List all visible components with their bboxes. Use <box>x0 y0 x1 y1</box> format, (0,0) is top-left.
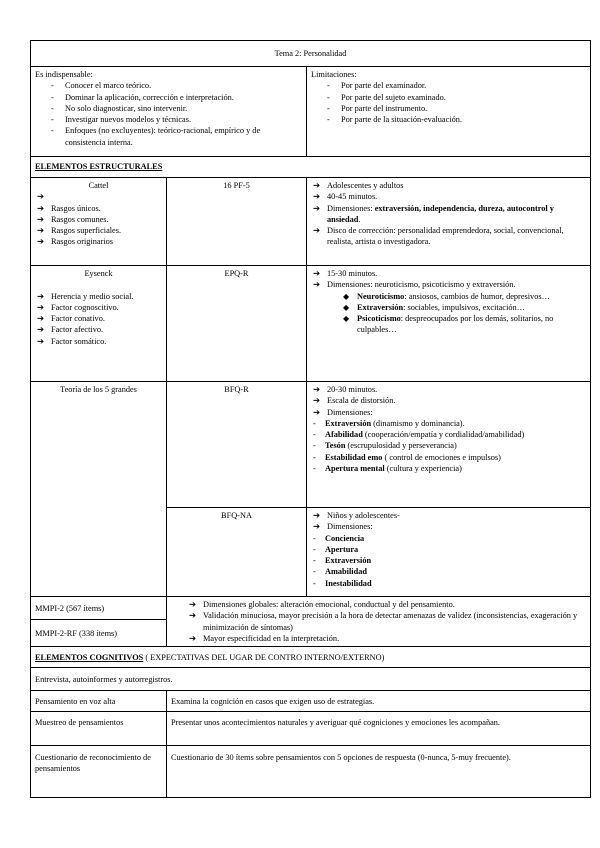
list-item: ➔ Factor afectivo. <box>37 325 104 335</box>
mmpi-details <box>187 599 586 644</box>
eysenck-name: Eysenck <box>84 269 113 278</box>
limitations-title: Limitaciones: <box>311 70 357 79</box>
mmpi2-cell <box>31 597 167 620</box>
limitations-list <box>311 80 586 125</box>
list-item: ➔ Factor somático. <box>37 336 107 346</box>
list-item: ➔ 20-30 minutos. <box>313 385 378 394</box>
requirements-list <box>35 80 302 148</box>
test-name: BFQ-R <box>224 385 249 394</box>
list-item: ➔ Rasgos comunes. <box>37 214 109 224</box>
bfqna-test-cell <box>167 508 307 597</box>
list-item: ➔ Validación minuciosa, mayor precisión a la hora de detectar amenazas de validez (inconsistencias, exageración y minimización de síntomas) <box>189 611 578 632</box>
technique-desc: Cuestionario de 30 ítems sobre pensamientos con 5 opciones de respuesta (0-nunca, 5-muy frecuente). <box>167 746 591 798</box>
cattel-cell <box>31 178 167 266</box>
list-item: - Por parte del examinador. <box>327 81 427 91</box>
list-item: ➔ Dimensiones: neuroticismo, psicoticismo y extraversión. <box>313 280 516 290</box>
list-item: - No solo diagnosticar, sino intervenir. <box>51 103 188 113</box>
list-item: ➔ Herencia y medio social. <box>37 291 134 301</box>
page-title: Tema 2: Personalidad <box>31 41 591 67</box>
bfqr-details <box>311 384 586 418</box>
list-item: - Extraversión (dinamismo y dominancia). <box>313 418 465 428</box>
cognitive-intro: Entrevista, autoinformes y autorregistros. <box>31 668 591 691</box>
big5-name: Teoría de los 5 grandes <box>60 385 137 394</box>
list-item: ➔ Adolescentes y adultos <box>313 181 404 190</box>
bfqr-details-cell <box>307 382 591 508</box>
list-item: ➔ Rasgos originarios <box>37 237 113 247</box>
test-name: BFQ-NA <box>221 511 252 520</box>
cattel-test-cell <box>167 178 307 266</box>
requirements-cell <box>31 67 307 157</box>
cognitive-heading: ELEMENTOS COGNITIVOS ( EXPECTATIVAS DEL UGAR DE CONTRO INTERNO/EXTERNO) <box>31 647 591 668</box>
bfqr-dimensions <box>311 418 586 474</box>
eysenck-details <box>311 268 586 291</box>
list-item: ➔ Dimensiones: <box>313 407 373 417</box>
list-item: ➔ Escala de distorsión. <box>313 396 396 406</box>
list-item: ➔ <box>37 192 44 202</box>
list-item: - Por parte del sujeto examinado. <box>327 92 446 102</box>
bfqna-dimensions <box>311 533 586 589</box>
list-item: ◆ Extraversión: sociables, impulsivos, excitación… <box>343 302 525 312</box>
list-item: - Inestabilidad <box>313 578 372 588</box>
test-name: MMPI-2 (567 ítems) <box>35 603 105 613</box>
mmpi-details-cell <box>167 597 591 647</box>
bfqr-test-cell <box>167 382 307 508</box>
eysenck-details-cell <box>307 266 591 382</box>
list-item: - Dominar la aplicación, corrección e interpretación. <box>51 92 234 102</box>
mmpi2rf-cell <box>31 620 167 647</box>
list-item: - Afabilidad (cooperación/empatía y cordialidad/amabilidad) <box>313 430 525 440</box>
eysenck-dimensions <box>341 291 586 336</box>
list-item: - Extraversión <box>313 556 372 566</box>
list-item: ➔ Dimensiones globales: alteración emocional, conductual y del pensamiento. <box>189 600 455 609</box>
list-item: ➔ Dimensiones: <box>313 522 373 532</box>
requirements-title: Es indispensable: <box>35 70 93 79</box>
list-item: ➔ 40-45 minutos. <box>313 192 378 202</box>
list-item: - Conciencia <box>313 533 365 543</box>
test-name: EPQ-R <box>224 269 249 278</box>
cattel-details <box>311 180 586 248</box>
list-item: - Amabilidad <box>313 567 367 577</box>
list-item: ➔ Dimensiones: extraversión, independencia, dureza, autocontrol y ansiedad. <box>313 203 554 224</box>
structural-table <box>30 156 591 647</box>
cattel-name: Cattel <box>88 181 109 190</box>
list-item: ➔ Factor cognoscitivo. <box>37 302 119 312</box>
technique-name: Pensamiento en voz alta <box>31 691 167 712</box>
cattel-traits <box>35 191 162 247</box>
list-item: - Enfoques (no excluyentes): teórico-racional, empírico y de consistencia interna. <box>51 126 261 147</box>
list-item: ➔ Disco de corrección: personalidad emprendedora, social, convencional, realista, artista o investigadora. <box>313 226 564 247</box>
technique-desc: Presentar unos acontecimientos naturales y averiguar qué cogniciones y emociones les acompañan. <box>167 712 591 746</box>
list-item: - Apertura <box>313 544 359 554</box>
eysenck-test-cell <box>167 266 307 382</box>
list-item: ◆ Neuroticismo: ansiosos, cambios de humor, depresivos… <box>343 291 550 301</box>
list-item: ➔ 15-30 minutos. <box>313 269 378 278</box>
list-item: - Estabilidad emo ( control de emociones e impulsos) <box>313 452 501 462</box>
cognitive-table <box>30 646 591 798</box>
list-item: ➔ Mayor especificidad en la interpretación. <box>189 633 340 643</box>
test-name: 16 PF-5 <box>223 181 250 190</box>
technique-name: Muestreo de pensamientos <box>31 712 167 746</box>
list-item: ◆ Psicoticismo: despreocupados por los demás, solitarios, no culpables… <box>343 314 554 335</box>
technique-desc: Examina la cognición en casos que exigen uso de estrategias. <box>167 691 591 712</box>
list-item: - Conocer el marco teórico. <box>51 81 152 91</box>
cattel-details-cell <box>307 178 591 266</box>
technique-name: Cuestionario de reconocimiento de pensamientos <box>31 746 167 798</box>
bfqna-details-cell <box>307 508 591 597</box>
list-item: - Apertura mental (cultura y experiencia) <box>313 464 462 474</box>
structural-heading: ELEMENTOS ESTRUCTURALES <box>31 157 591 178</box>
list-item: - Tesón (escrupulosidad y perseverancia) <box>313 441 457 451</box>
intro-table <box>30 40 591 157</box>
list-item: ➔ Rasgos superficiales. <box>37 226 122 236</box>
list-item: ➔ Rasgos únicos. <box>37 203 101 213</box>
document-sheet <box>30 40 590 798</box>
list-item: - Por parte de la situación-evaluación. <box>327 115 462 125</box>
list-item: ➔ Niños y adolescentes- <box>313 511 400 520</box>
list-item: - Investigar nuevos modelos y técnicas. <box>51 115 192 125</box>
eysenck-factors <box>35 291 162 347</box>
eysenck-cell <box>31 266 167 382</box>
list-item: - Por parte del instrumento. <box>327 103 428 113</box>
limitations-cell <box>307 67 591 157</box>
bfqna-details <box>311 510 586 533</box>
test-name: MMPI-2-RF (338 ítems) <box>35 628 118 638</box>
list-item: ➔ Factor conativo. <box>37 314 105 324</box>
big5-cell <box>31 382 167 597</box>
